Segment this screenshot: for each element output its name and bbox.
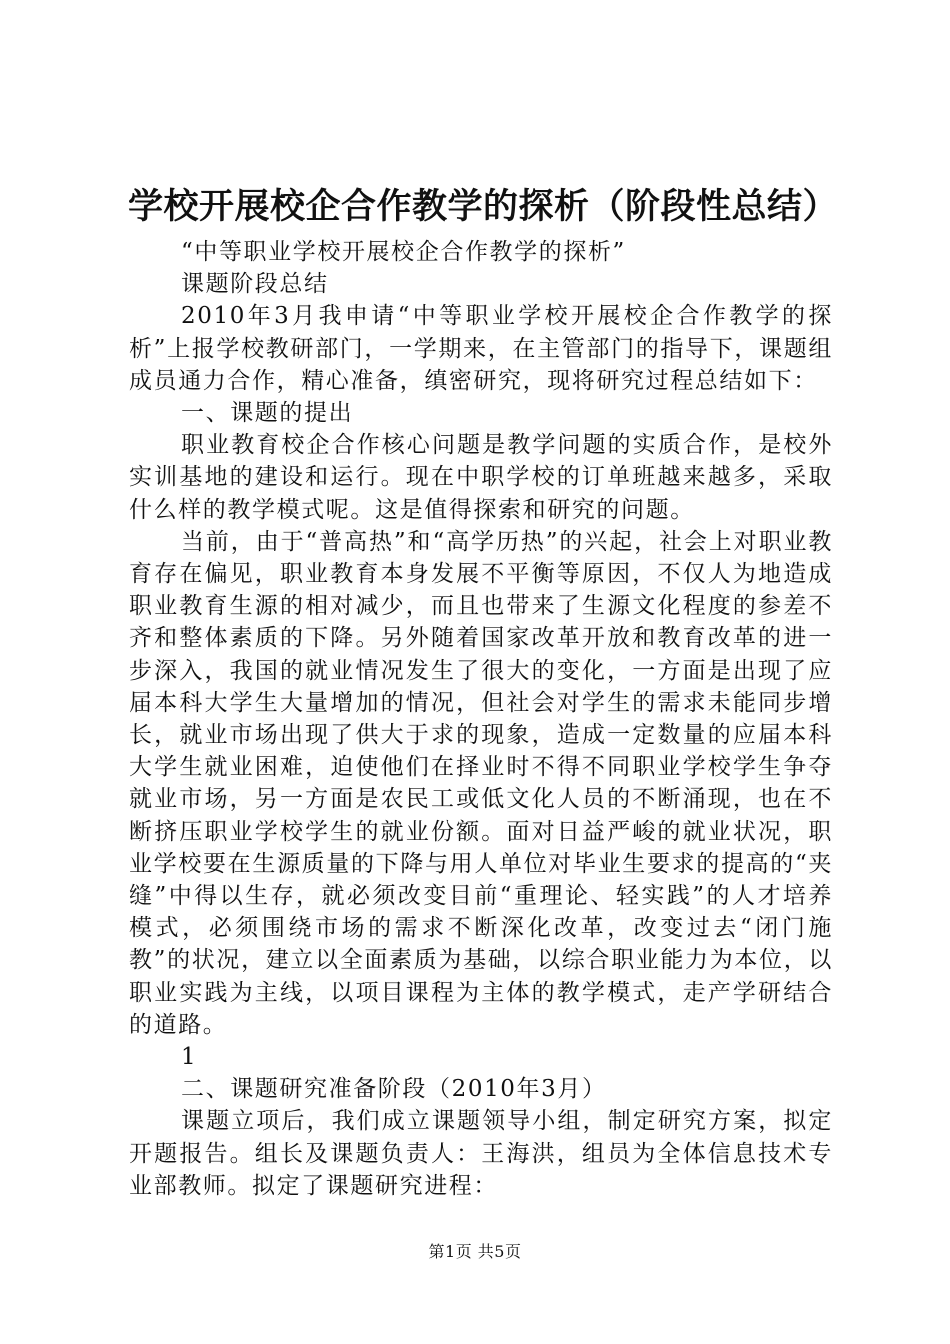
subtitle-summary: 课题阶段总结 <box>181 271 329 298</box>
paragraph-core-issue: 职业教育校企合作核心问题是教学问题的实质合作，是校外实训基地的建设和运行。现在中职学校的订单班越来越多，采取什么样的教学模式呢。这是值得探索和研究的问题。 <box>129 432 833 523</box>
section-heading-1: 一、课题的提出 <box>181 400 354 427</box>
paragraph-intro: 2010年3月我申请“中等职业学校开展校企合作教学的探析”上报学校教研部门，一学期来，在主管部门的指导下，课题组成员通力合作，精心准备，缜密研究，现将研究过程总结如下： <box>129 303 833 394</box>
page-footer: 第1页 共5页 <box>428 1242 522 1261</box>
section-heading-2: 二、课题研究准备阶段（2010年3月） <box>181 1076 607 1103</box>
subtitle-line: “中等职业学校开展校企合作教学的探析” <box>181 239 626 265</box>
stray-number: 1 <box>181 1044 198 1071</box>
paragraph-background: 当前，由于“普高热”和“高学历热”的兴起，社会上对职业教育存在偏见，职业教育本身发展不平衡等原因，不仅人为地造成职业教育生源的相对减少，而且也带来了生源文化程度的参差不齐和整体素质的下降。另外随着国家改革开放和教育改革的进一步深入，我国的就业情况发生了很大的变化，一方面是出现了应届本科大学生大量增加的情况，但社会对学生的需求未能同步增长，就业市场出现了供大于求的现象，造成一定数量的应届本科大学生就业困难，迫使他们在择业时不得不同职业学校学生争夺就业市场，另一方面是农民工或低文化人员的不断涌现，也在不断挤压职业学校学生的就业份额。面对日益严峻的就业状况，职业学校要在生源质量的下降与用人单位对毕业生要求的提高的“夹缝”中得以生存，就必须改变目前“重理论、轻实践”的人才培养模式，必须围绕市场的需求不断深化改革，改变过去“闭门施教”的状况，建立以全面素质为基础，以综合职业能力为本位，以职业实践为主线，以项目课程为主体的教学模式，走产学研结合的道路。 <box>129 528 833 1038</box>
document-body <box>129 236 833 1202</box>
document-title: 学校开展校企合作教学的探析（阶段性总结） <box>128 187 839 227</box>
paragraph-preparation: 课题立项后，我们成立课题领导小组，制定研究方案，拟定开题报告。组长及课题负责人：王海洪，组员为全体信息技术专业部教师。拟定了课题研究进程： <box>129 1108 833 1199</box>
